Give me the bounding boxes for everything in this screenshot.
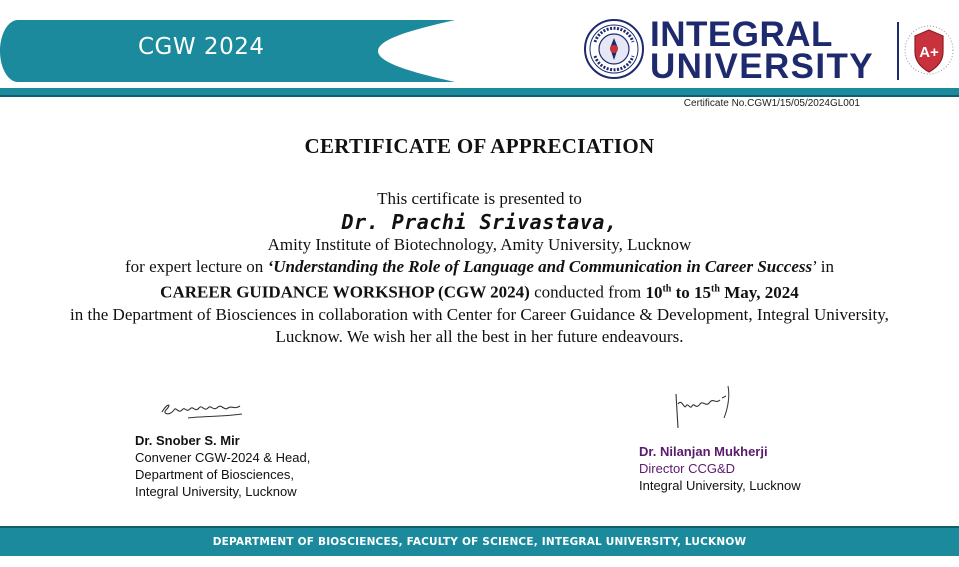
recipient-name: Dr. Prachi Srivastava, bbox=[341, 210, 618, 234]
header-rule bbox=[0, 88, 959, 95]
university-seal-icon bbox=[583, 18, 645, 80]
banner-label: CGW 2024 bbox=[138, 34, 265, 60]
event-banner bbox=[0, 20, 455, 82]
right-signature-image bbox=[668, 380, 748, 434]
lecture-title: ‘Understanding the Role of Language and Communication in Career Success bbox=[267, 257, 813, 276]
left-signatory-role: Convener CGW-2024 & Head, bbox=[135, 450, 311, 465]
accreditation-grade: A+ bbox=[919, 44, 939, 61]
right-signatory-institution: Integral University, Lucknow bbox=[639, 478, 801, 493]
right-signatory-name: Dr. Nilanjan Mukherji bbox=[639, 444, 768, 459]
lecture-suffix: ’ in bbox=[812, 257, 834, 276]
certificate-number: Certificate No.CGW1/15/05/2024GL001 bbox=[683, 98, 860, 109]
naac-accreditation-badge-icon bbox=[903, 20, 955, 82]
footer-bar: DEPARTMENT OF BIOSCIENCES, FACULTY OF SCIENCE, INTEGRAL UNIVERSITY, LUCKNOW bbox=[0, 526, 959, 556]
logo-divider bbox=[897, 22, 899, 80]
event-line bbox=[40, 278, 919, 304]
closing-text: in the Department of Biosciences in collaboration with Center for Career Guidance & Development, Integral University, Lucknow. We wish her all the best in her future endeavours. bbox=[70, 304, 889, 346]
lecture-prefix: for expert lecture on bbox=[125, 257, 268, 276]
certificate-body bbox=[40, 188, 919, 348]
left-signatory bbox=[135, 432, 310, 500]
left-signature-image bbox=[158, 396, 258, 426]
left-signatory-department: Department of Biosciences, bbox=[135, 467, 294, 482]
right-signatory-role: Director CCG&D bbox=[639, 461, 736, 476]
left-signatory-institution: Integral University, Lucknow bbox=[135, 484, 297, 499]
logo-line-2: UNIVERSITY bbox=[650, 47, 875, 87]
presented-to-line: This certificate is presented to bbox=[377, 189, 582, 208]
university-logo-wordmark bbox=[650, 15, 875, 87]
header-rule-dark bbox=[0, 95, 959, 97]
lecture-line bbox=[40, 256, 919, 278]
left-signatory-name: Dr. Snober S. Mir bbox=[135, 433, 240, 448]
certificate-title: CERTIFICATE OF APPRECIATION bbox=[304, 134, 655, 158]
event-name: CAREER GUIDANCE WORKSHOP (CGW 2024) bbox=[160, 282, 530, 302]
event-dates: 10th to 15th May, 2024 bbox=[645, 282, 799, 302]
conducted-from: conducted from bbox=[529, 282, 646, 302]
recipient-affiliation: Amity Institute of Biotechnology, Amity University, Lucknow bbox=[267, 235, 692, 254]
right-signatory bbox=[639, 443, 801, 494]
logo-line-1: INTEGRAL bbox=[650, 15, 833, 54]
